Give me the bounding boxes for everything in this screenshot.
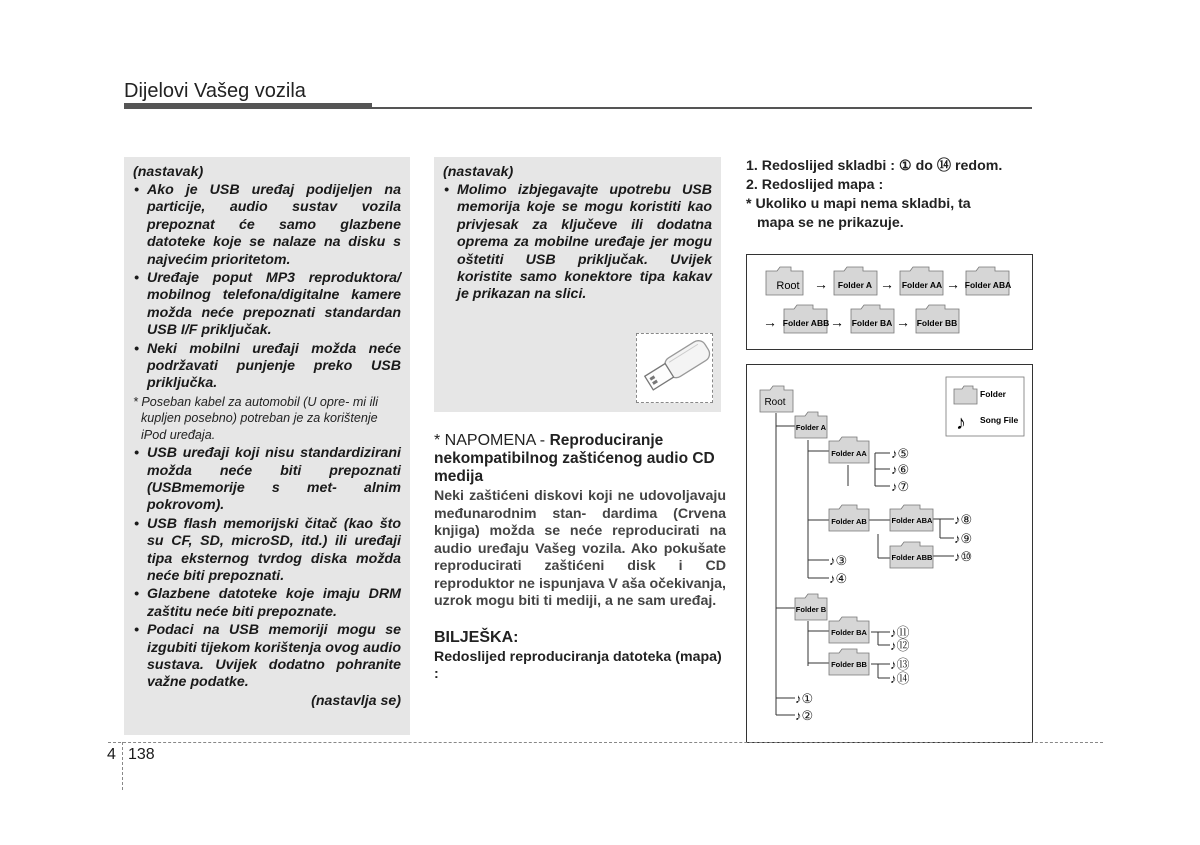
svg-text:→: → [880, 276, 894, 292]
continued-label: (nastavak) [443, 164, 514, 180]
list-item: • USB flash memorijski čitač (kao što su CF, SD, microSD, itd.) ili uređaji tipa eksternog tvrdog diska možda neće biti prepoznati. [133, 516, 401, 586]
song-1: ♪① [795, 691, 814, 706]
song-11: ♪⑪ [890, 625, 910, 640]
song-7: ♪⑦ [891, 479, 910, 494]
svg-text:Folder A: Folder A [837, 280, 873, 290]
footer-divider [122, 742, 123, 790]
song-3: ♪③ [829, 553, 848, 568]
tree-folder-abb [890, 542, 933, 568]
song-2: ♪② [795, 708, 814, 723]
list-item: • Podaci na USB memoriji mogu se izgubiti tijekom korištenja ovog audio sustava. Uvijek dodatno pohranite važne podatke. [133, 622, 401, 692]
empty-folder-note-line1: * Ukoliko u mapi nema skladbi, ta [746, 196, 971, 212]
folder-tree-diagram [746, 364, 1033, 743]
tree-folder-root [760, 386, 793, 412]
song-8: ♪⑧ [954, 512, 973, 527]
svg-text:Folder A: Folder A [795, 423, 827, 432]
folder-a-icon [834, 267, 877, 295]
ipod-cable-note: * Poseban kabel za automobil (U opre- mi ili kupljen posebno) potreban je za korištenje iPod uređaja. [133, 394, 379, 442]
empty-folder-note-line2: mapa se ne prikazuje. [757, 215, 904, 231]
svg-text:→: → [896, 314, 910, 330]
song-14: ♪⑭ [890, 671, 910, 686]
page-header-title: Dijelovi Vašeg vozila [124, 80, 306, 102]
song-4: ♪④ [829, 571, 848, 586]
napomena-section [434, 432, 726, 684]
tree-folder-aa [829, 437, 869, 463]
header-rule-thick [124, 103, 372, 109]
svg-text:Folder AB: Folder AB [831, 517, 867, 526]
list-item: • Glazbene datoteke koje imaju DRM zaštitu neće biti prepoznate. [133, 586, 401, 621]
svg-text:→: → [946, 276, 960, 292]
tree-folder-aba [890, 505, 933, 531]
list-item: • Uređaje poput MP3 reproduktora/ mobilnog telefona/digitalne kamere možda neće prepoznati standardan USB I/F priključak. [133, 270, 401, 340]
folder-aba-icon [965, 267, 1011, 295]
svg-text:Folder ABB: Folder ABB [782, 318, 830, 328]
svg-text:→: → [830, 314, 844, 330]
usb-stick-illustration [636, 333, 713, 403]
svg-text:Root: Root [764, 397, 786, 408]
song-13: ♪⑬ [890, 657, 910, 672]
tree-folder-ba [829, 617, 869, 643]
svg-text:Folder BA: Folder BA [851, 318, 893, 328]
tree-folder-a [795, 412, 827, 438]
tree-folder-bb [829, 649, 869, 675]
svg-text:Song File: Song File [980, 415, 1019, 425]
header-rule-thin [372, 107, 1032, 109]
list-item: • Ako je USB uređaj podijeljen na particije, audio sustav vozila prepoznat će samo glazbene datoteke koje se nalaze na disku s najvećim prioritetom. [133, 182, 401, 269]
biljeska-heading: BILJEŠKA: [434, 628, 519, 646]
folder-ba-icon [851, 305, 894, 333]
svg-text:Folder BB: Folder BB [831, 660, 867, 669]
playback-order-text [746, 157, 1046, 233]
svg-text:Root: Root [776, 280, 800, 292]
folder-abb-icon [783, 305, 829, 333]
list-item: • Neki mobilni uređaji možda neće podržavati punjenje preko USB priključka. [133, 341, 401, 393]
svg-text:Folder ABB: Folder ABB [891, 553, 933, 562]
svg-text:→: → [814, 276, 828, 292]
page-number: 138 [128, 746, 155, 763]
folder-aa-icon [900, 267, 943, 295]
folder-root-icon [766, 267, 803, 295]
bullet-list-a [133, 182, 401, 393]
list-item: • USB uređaji koji nisu standardizirani možda neće biti prepoznati (USBmemorije s met- alnim pokrovom). [133, 445, 401, 515]
svg-text:Folder AA: Folder AA [901, 280, 943, 290]
song-order-line: 1. Redoslijed skladbi : ① do ⑭ redom. [746, 158, 1003, 174]
usb-notes-panel [124, 157, 410, 735]
bullet-list [443, 182, 712, 304]
svg-text:Folder B: Folder B [795, 605, 827, 614]
napomena-body: Neki zaštićeni diskovi koji ne udovoljavaju međunarodnim stan- dardima (Crvena knjiga) možda se neće reproducirati na audio uređaju Vašeg vozila. Ako pokušate reproducirati zaštićeni disk i CD reproduktor ne ispunjava V aša očekivanja, uzrok mogu biti ti mediji, a ne sam uređaj. [434, 488, 726, 609]
song-5: ♪⑤ [891, 446, 910, 461]
song-file-icon: ♪ [956, 412, 966, 434]
biljeska-body: Redoslijed reproduciranja datoteka (mapa) : [434, 648, 722, 682]
song-6: ♪⑥ [891, 462, 910, 477]
list-item: • Molimo izbjegavajte upotrebu USB memorija koje se mogu koristiti kao privjesak za ključeve ili dodatna oprema za mobilne uređaje jer mogu oštetiti USB priključak. Uvijek koristite samo konektore tipa kakav je prikazan na slici. [443, 182, 712, 304]
svg-text:Folder ABA: Folder ABA [964, 280, 1012, 290]
folder-order-line: 2. Redoslijed mapa : [746, 177, 884, 193]
footer-rule [108, 742, 1103, 743]
svg-text:Folder ABA: Folder ABA [891, 516, 933, 525]
continues-label: (nastavlja se) [311, 692, 401, 709]
svg-text:Folder AA: Folder AA [831, 449, 867, 458]
legend [946, 377, 1024, 436]
folder-order-diagram [746, 254, 1033, 350]
song-12: ♪⑫ [890, 638, 910, 653]
tree-folder-ab [829, 505, 869, 531]
tree-folder-b [795, 594, 827, 620]
song-9: ♪⑨ [954, 531, 973, 546]
chapter-number: 4 [107, 746, 116, 763]
folder-bb-icon [916, 305, 959, 333]
svg-text:→: → [763, 314, 777, 330]
svg-text:Folder BA: Folder BA [831, 628, 867, 637]
usb-stick-icon [637, 334, 712, 402]
folder-icon [954, 386, 977, 404]
song-10: ♪⑩ [954, 549, 973, 564]
bullet-list-b [133, 445, 401, 692]
napomena-heading: * NAPOMENA - Reproduciranje nekompatibilnog zaštićenog audio CD medija [434, 432, 715, 485]
svg-text:Folder: Folder [980, 389, 1006, 399]
continued-label: (nastavak) [133, 164, 204, 180]
svg-text:Folder BB: Folder BB [916, 318, 958, 328]
